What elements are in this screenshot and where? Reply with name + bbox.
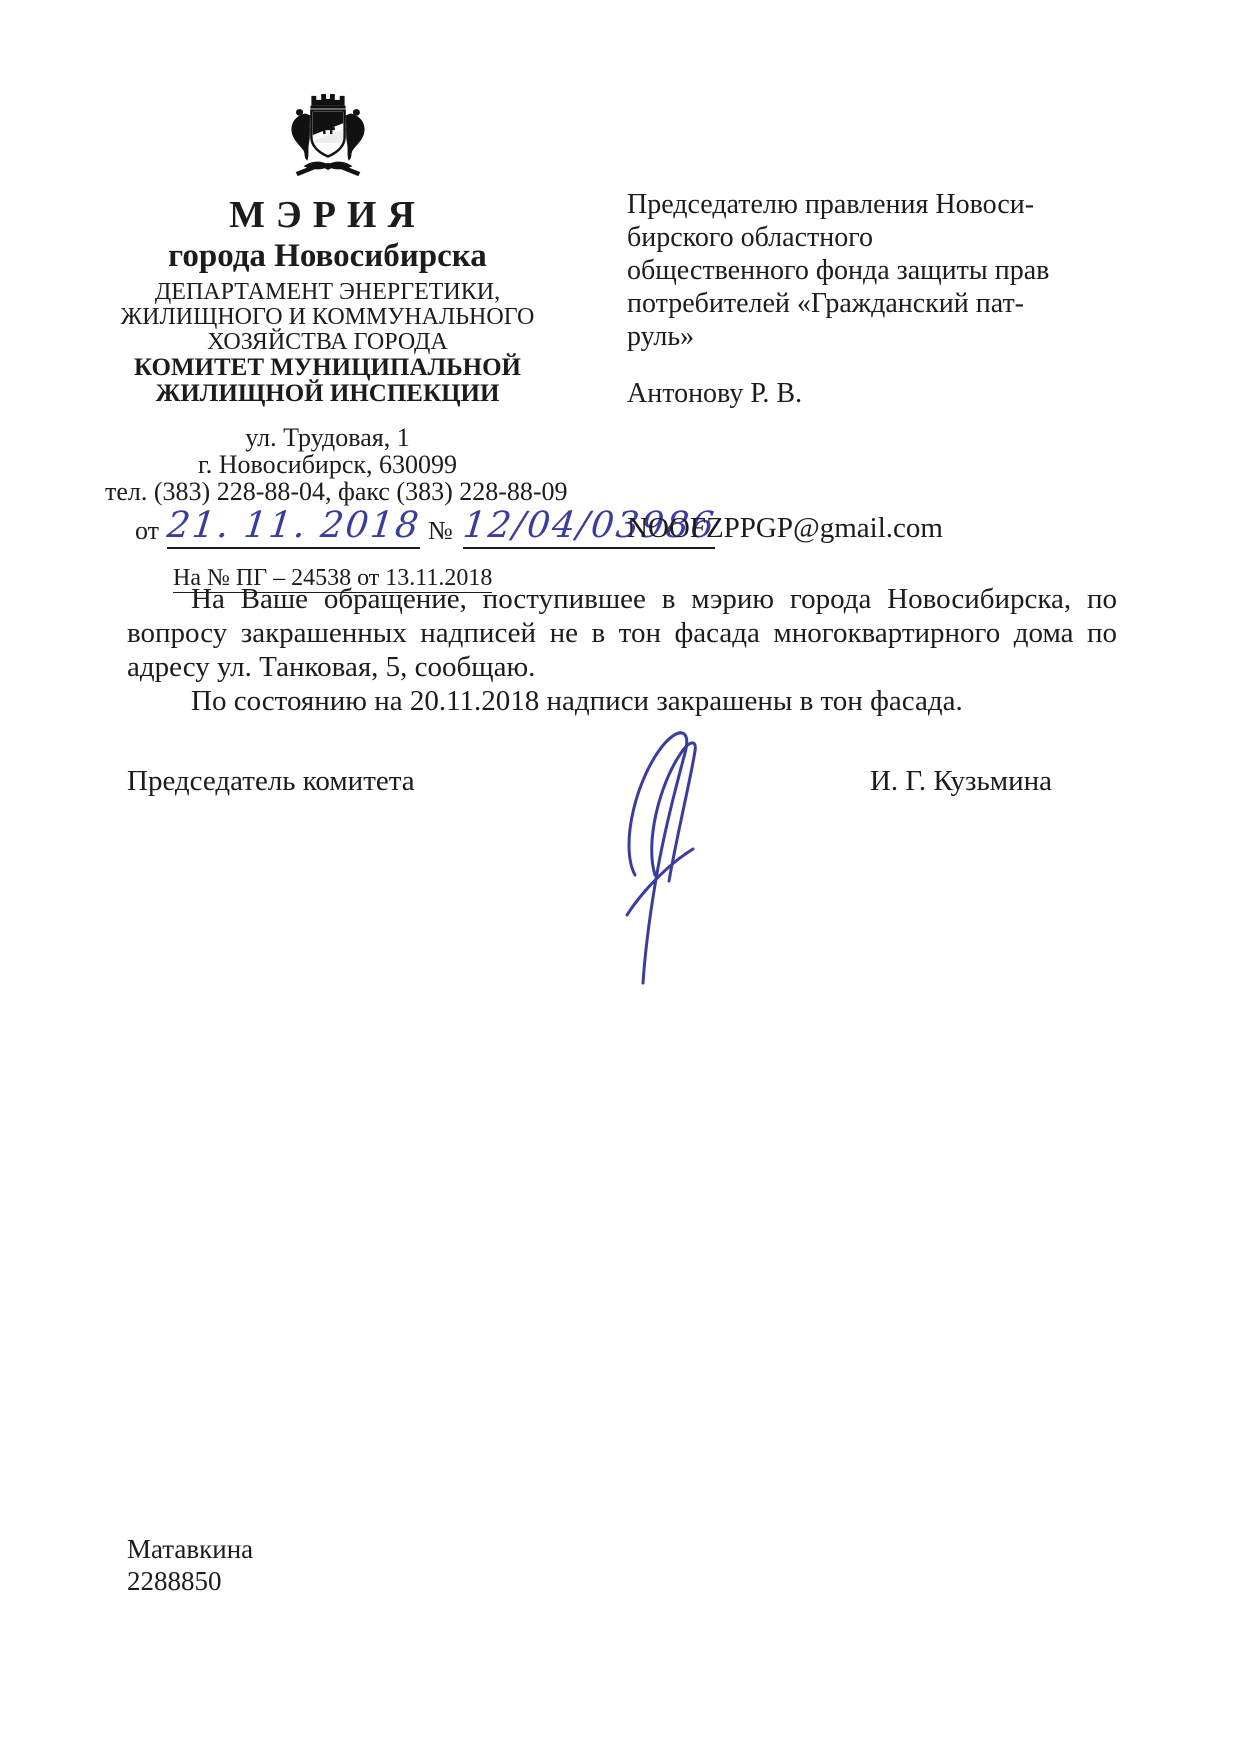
addressee-line: Председателю правления Новоси- — [627, 189, 1035, 220]
reference-line — [105, 504, 718, 549]
committee-line: КОМИТЕТ МУНИЦИПАЛЬНОЙ — [134, 353, 521, 381]
department-block — [105, 280, 550, 355]
outgoing-date-handwritten: 21. 11. 2018 — [165, 504, 423, 546]
reply-reference-text: На № ПГ – 24538 от 13.11.2018 — [173, 564, 493, 591]
addressee-line: общественного фонда защиты прав — [627, 255, 1050, 286]
addressee-name: Антонову Р. В. — [627, 378, 803, 409]
committee-line: ЖИЛИЩНОЙ ИНСПЕКЦИИ — [155, 379, 500, 407]
department-line: ХОЗЯЙСТВА ГОРОДА — [207, 328, 448, 355]
outgoing-number-handwritten: 12/04/03986 — [460, 504, 718, 546]
addressee-email: NOOFZPPGP@gmail.com — [627, 512, 943, 544]
org-name: МЭРИЯ — [229, 194, 426, 236]
novosibirsk-coat-of-arms-icon — [284, 90, 372, 182]
department-line: ЖИЛИЩНОГО И КОММУНАЛЬНОГО — [120, 303, 535, 330]
addressee-line: потребителей «Гражданский пат- — [627, 288, 1025, 319]
addressee-line: бирского областного — [627, 222, 874, 253]
executor-block — [127, 1533, 253, 1597]
body-paragraph: По состоянию на 20.11.2018 надписи закрашены в тон фасада. — [191, 685, 963, 717]
phone-line: тел. (383) 228-88-04, факс (383) 228-88-09 — [105, 476, 568, 506]
org-city: города Новосибирска — [168, 238, 487, 274]
executor-phone: 2288850 — [127, 1566, 222, 1596]
address-block — [105, 422, 568, 506]
outgoing-date-field — [165, 504, 423, 549]
signer-name: И. Г. Кузьмина — [869, 765, 1052, 797]
letter-body — [127, 582, 1117, 718]
address-line: г. Новосибирск, 630099 — [197, 449, 458, 479]
addressee-block — [627, 188, 1097, 353]
address-line: ул. Трудовая, 1 — [245, 422, 410, 452]
body-paragraph: На Ваше обращение, поступившее в мэрию города Новосибирска, по вопросу закрашенных надписей не в тон фасада многоквартирного дома по адресу ул. Танковая, 5, сообщаю. — [127, 583, 1117, 683]
department-line: ДЕПАРТАМЕНТ ЭНЕРГЕТИКИ, — [154, 278, 501, 305]
number-prefix-label: № — [428, 515, 453, 545]
signature-ink-icon — [597, 725, 737, 995]
committee-block — [105, 355, 550, 407]
date-prefix-label: от — [135, 515, 160, 545]
executor-name: Матавкина — [127, 1534, 254, 1564]
signer-position-title: Председатель комитета — [127, 765, 415, 797]
addressee-line: руль» — [627, 321, 695, 352]
